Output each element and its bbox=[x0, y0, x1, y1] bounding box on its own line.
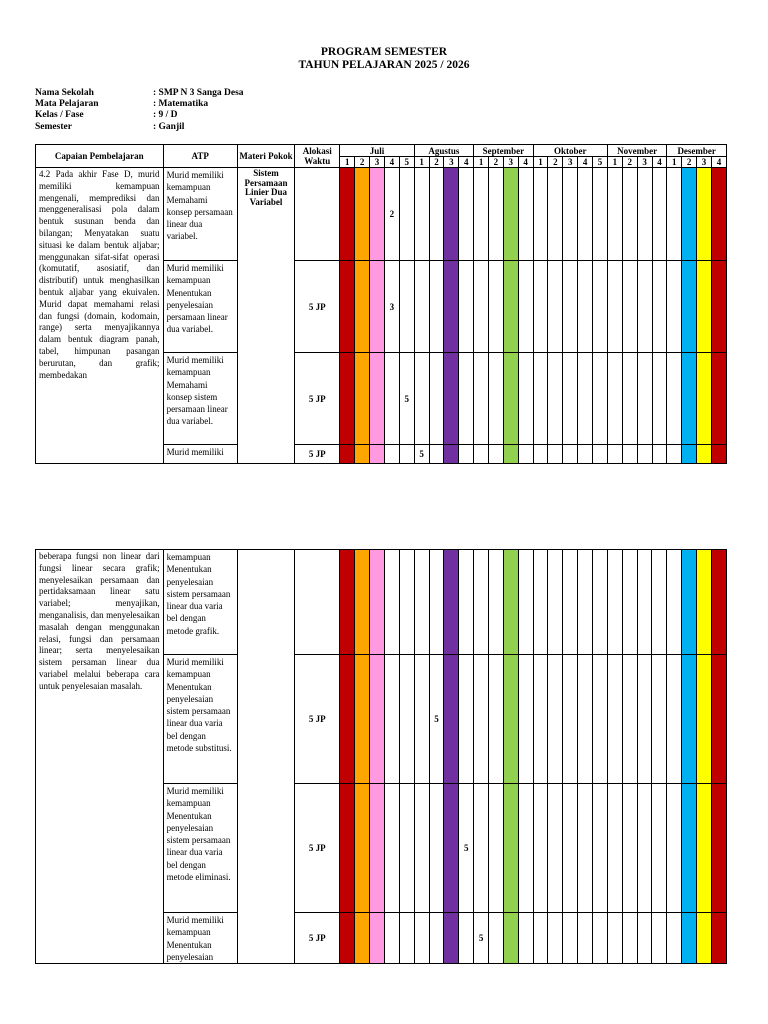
week-number-header: 4 bbox=[384, 157, 399, 168]
week-cell bbox=[414, 168, 429, 261]
week-cell bbox=[429, 655, 444, 784]
week-cell bbox=[459, 261, 474, 353]
week-cell bbox=[414, 261, 429, 353]
week-cell bbox=[414, 913, 429, 964]
capaian-pembelajaran-text: 4.2 Pada akhir Fase D, murid memiliki kemampuan mengenali, memprediksi dan menggeneralisasi pola dalam bentuk susunan benda dan bilangan; Menyatakan suatu situasi ke dalam bentuk aljabar; menggunakan sifat-sifat operasi (komutatif, asosiatif, dan distributif) untuk menghasilkan bentuk aljabar yang ekuivalen. Murid dapat memahami relasi dan fungsi (domain, kodomain, range) serta menyajikannya dalam bentuk diagram panah, tabel, himpunan pasangan berurutan, dan grafik; membedakan bbox=[36, 168, 164, 464]
week-cell bbox=[548, 261, 563, 353]
meeting-count: 3 bbox=[389, 301, 395, 312]
week-cell bbox=[474, 913, 489, 964]
week-cell bbox=[370, 550, 385, 655]
week-number-header: 2 bbox=[548, 157, 563, 168]
week-cell bbox=[355, 445, 370, 464]
week-cell bbox=[622, 168, 637, 261]
week-cell bbox=[429, 168, 444, 261]
header-atp: ATP bbox=[163, 145, 237, 168]
week-cell bbox=[459, 550, 474, 655]
info-value: : Ganjil bbox=[153, 122, 185, 132]
week-number-header: 2 bbox=[682, 157, 697, 168]
week-number-header: 3 bbox=[370, 157, 385, 168]
week-cell bbox=[518, 913, 533, 964]
atp-cell: Murid memiliki bbox=[163, 445, 237, 464]
week-cell bbox=[578, 550, 593, 655]
week-cell bbox=[489, 261, 504, 353]
week-cell bbox=[578, 655, 593, 784]
week-cell bbox=[384, 261, 399, 353]
week-cell bbox=[548, 445, 563, 464]
week-cell bbox=[518, 445, 533, 464]
week-cell bbox=[697, 168, 712, 261]
week-cell bbox=[622, 913, 637, 964]
week-cell bbox=[384, 353, 399, 445]
week-number-header: 2 bbox=[622, 157, 637, 168]
week-cell bbox=[503, 655, 518, 784]
week-cell bbox=[711, 784, 726, 913]
week-cell bbox=[607, 655, 622, 784]
week-number-header: 1 bbox=[607, 157, 622, 168]
atp-cell: Murid memiliki kemampuan Memahami konsep persamaan linear dua variabel. bbox=[163, 168, 237, 261]
header-cp: Capaian Pembelajaran bbox=[36, 145, 164, 168]
week-cell bbox=[503, 784, 518, 913]
week-cell bbox=[503, 913, 518, 964]
week-cell bbox=[637, 913, 652, 964]
week-cell bbox=[489, 168, 504, 261]
week-cell bbox=[697, 550, 712, 655]
week-cell bbox=[563, 655, 578, 784]
week-number-header: 4 bbox=[578, 157, 593, 168]
week-cell bbox=[399, 445, 414, 464]
week-cell bbox=[489, 913, 504, 964]
week-cell bbox=[399, 655, 414, 784]
week-cell bbox=[399, 168, 414, 261]
alokasi-waktu-cell bbox=[295, 550, 340, 655]
week-cell bbox=[578, 913, 593, 964]
week-number-header: 1 bbox=[414, 157, 429, 168]
week-cell bbox=[563, 445, 578, 464]
week-cell bbox=[503, 168, 518, 261]
week-cell bbox=[607, 784, 622, 913]
week-cell bbox=[340, 353, 355, 445]
week-cell bbox=[399, 353, 414, 445]
week-cell bbox=[355, 550, 370, 655]
week-cell bbox=[489, 784, 504, 913]
week-cell bbox=[355, 784, 370, 913]
week-cell bbox=[370, 168, 385, 261]
header-month-juli: Juli bbox=[340, 145, 414, 157]
schedule-row bbox=[36, 550, 727, 655]
week-number-header: 4 bbox=[459, 157, 474, 168]
week-cell bbox=[518, 261, 533, 353]
week-cell bbox=[384, 445, 399, 464]
week-cell bbox=[414, 445, 429, 464]
week-cell bbox=[399, 784, 414, 913]
week-cell bbox=[340, 784, 355, 913]
materi-pokok-cell: Sistem Persamaan Linier Dua Variabel bbox=[237, 168, 294, 464]
week-cell bbox=[637, 445, 652, 464]
week-cell bbox=[518, 784, 533, 913]
info-value: : 9 / D bbox=[153, 110, 178, 120]
week-number-header: 4 bbox=[711, 157, 726, 168]
week-cell bbox=[593, 168, 608, 261]
week-cell bbox=[711, 168, 726, 261]
week-cell bbox=[340, 550, 355, 655]
week-cell bbox=[474, 261, 489, 353]
week-cell bbox=[607, 445, 622, 464]
week-cell bbox=[607, 261, 622, 353]
week-cell bbox=[711, 655, 726, 784]
week-cell bbox=[593, 445, 608, 464]
info-value: : Matematika bbox=[153, 99, 209, 109]
week-cell bbox=[340, 261, 355, 353]
week-cell bbox=[682, 784, 697, 913]
week-cell bbox=[384, 550, 399, 655]
meeting-count: 5 bbox=[478, 933, 484, 944]
week-cell bbox=[548, 784, 563, 913]
week-cell bbox=[593, 353, 608, 445]
week-cell bbox=[370, 445, 385, 464]
week-cell bbox=[711, 353, 726, 445]
week-cell bbox=[637, 168, 652, 261]
week-cell bbox=[444, 353, 459, 445]
week-cell bbox=[711, 913, 726, 964]
week-cell bbox=[667, 261, 682, 353]
week-cell bbox=[414, 655, 429, 784]
week-cell bbox=[622, 261, 637, 353]
week-cell bbox=[429, 550, 444, 655]
week-number-header: 4 bbox=[518, 157, 533, 168]
header-materi: Materi Pokok bbox=[237, 145, 294, 168]
week-cell bbox=[637, 550, 652, 655]
week-number-header: 1 bbox=[533, 157, 548, 168]
week-cell bbox=[593, 913, 608, 964]
week-cell bbox=[682, 261, 697, 353]
week-cell bbox=[578, 784, 593, 913]
week-cell bbox=[682, 168, 697, 261]
info-label: Kelas / Fase bbox=[35, 110, 84, 120]
week-cell bbox=[607, 550, 622, 655]
week-cell bbox=[399, 550, 414, 655]
info-label: Semester bbox=[35, 122, 72, 132]
week-cell bbox=[533, 168, 548, 261]
info-label: Mata Pelajaran bbox=[35, 99, 99, 109]
week-cell bbox=[607, 353, 622, 445]
week-cell bbox=[593, 550, 608, 655]
week-cell bbox=[459, 913, 474, 964]
week-number-header: 3 bbox=[697, 157, 712, 168]
meeting-count: 2 bbox=[389, 209, 395, 219]
week-cell bbox=[697, 353, 712, 445]
week-cell bbox=[697, 784, 712, 913]
week-cell bbox=[474, 655, 489, 784]
header-month-agustus: Agustus bbox=[414, 145, 473, 157]
week-cell bbox=[340, 445, 355, 464]
week-cell bbox=[355, 168, 370, 261]
week-cell bbox=[489, 445, 504, 464]
week-cell bbox=[667, 550, 682, 655]
week-cell bbox=[474, 353, 489, 445]
week-cell bbox=[533, 261, 548, 353]
week-number-header: 2 bbox=[355, 157, 370, 168]
week-cell bbox=[444, 655, 459, 784]
week-cell bbox=[370, 655, 385, 784]
week-cell bbox=[414, 550, 429, 655]
week-cell bbox=[340, 913, 355, 964]
alokasi-waktu-cell: 5 JP bbox=[295, 261, 340, 353]
week-cell bbox=[355, 655, 370, 784]
week-cell bbox=[578, 353, 593, 445]
header-alokasi: Alokasi Waktu bbox=[295, 145, 340, 168]
header-month-november: November bbox=[607, 145, 666, 157]
week-number-header: 1 bbox=[340, 157, 355, 168]
atp-cell: Murid memiliki kemampuan Menentukan penyelesaian bbox=[163, 913, 237, 964]
week-cell bbox=[682, 353, 697, 445]
week-number-header: 2 bbox=[429, 157, 444, 168]
header-month-desember: Desember bbox=[667, 145, 727, 157]
week-cell bbox=[459, 353, 474, 445]
week-cell bbox=[622, 655, 637, 784]
week-cell bbox=[652, 353, 667, 445]
week-cell bbox=[459, 445, 474, 464]
week-cell bbox=[652, 550, 667, 655]
week-cell bbox=[593, 261, 608, 353]
meeting-count: 5 bbox=[404, 393, 409, 404]
week-cell bbox=[429, 445, 444, 464]
week-cell bbox=[459, 784, 474, 913]
week-cell bbox=[399, 261, 414, 353]
week-cell bbox=[503, 550, 518, 655]
alokasi-waktu-cell bbox=[295, 168, 340, 261]
week-cell bbox=[548, 550, 563, 655]
week-cell bbox=[563, 261, 578, 353]
meeting-count: 5 bbox=[419, 449, 424, 459]
week-cell bbox=[459, 655, 474, 784]
week-cell bbox=[340, 168, 355, 261]
week-cell bbox=[474, 445, 489, 464]
week-number-header: 4 bbox=[652, 157, 667, 168]
week-cell bbox=[622, 445, 637, 464]
alokasi-waktu-cell: 5 JP bbox=[295, 445, 340, 464]
week-cell bbox=[711, 445, 726, 464]
week-cell bbox=[518, 655, 533, 784]
week-cell bbox=[667, 353, 682, 445]
week-cell bbox=[652, 261, 667, 353]
week-cell bbox=[578, 168, 593, 261]
page-title: PROGRAM SEMESTER bbox=[320, 46, 448, 58]
week-cell bbox=[637, 784, 652, 913]
week-cell bbox=[474, 550, 489, 655]
week-cell bbox=[474, 168, 489, 261]
week-cell bbox=[429, 261, 444, 353]
week-cell bbox=[414, 784, 429, 913]
week-cell bbox=[563, 550, 578, 655]
atp-cell: kemampuan Menentukan penyelesaian sistem persamaan linear dua varia bel dengan metode grafik. bbox=[163, 550, 237, 655]
week-cell bbox=[622, 550, 637, 655]
week-cell bbox=[533, 655, 548, 784]
meeting-count: 5 bbox=[434, 714, 439, 724]
week-cell bbox=[444, 168, 459, 261]
week-cell bbox=[637, 353, 652, 445]
header-month-oktober: Oktober bbox=[533, 145, 607, 157]
alokasi-waktu-cell: 5 JP bbox=[295, 913, 340, 964]
week-number-header: 2 bbox=[489, 157, 504, 168]
week-cell bbox=[711, 261, 726, 353]
week-cell bbox=[652, 784, 667, 913]
week-number-header: 3 bbox=[637, 157, 652, 168]
week-cell bbox=[533, 445, 548, 464]
week-number-header: 1 bbox=[474, 157, 489, 168]
week-cell bbox=[548, 655, 563, 784]
week-cell bbox=[682, 655, 697, 784]
week-cell bbox=[682, 913, 697, 964]
week-number-header: 3 bbox=[444, 157, 459, 168]
week-cell bbox=[607, 168, 622, 261]
week-cell bbox=[533, 550, 548, 655]
page-subtitle: TAHUN PELAJARAN 2025 / 2026 bbox=[298, 59, 470, 71]
week-cell bbox=[697, 445, 712, 464]
week-cell bbox=[444, 445, 459, 464]
info-label: Nama Sekolah bbox=[35, 88, 94, 98]
week-cell bbox=[355, 353, 370, 445]
week-cell bbox=[548, 353, 563, 445]
capaian-pembelajaran-text: beberapa fungsi non linear dari fungsi linear secara grafik; menyelesaikan persamaan dan pertidaksamaan linear satu variabel; menyajikan, menganalisis, dan menyelesaikan masalah dengan menggunakan relasi, fungsi dan persamaan linear; serta menyelesaikan sistem persaman linear dua variabel melalui beberapa cara untuk penyelesaian masalah. bbox=[36, 550, 164, 964]
week-cell bbox=[637, 261, 652, 353]
week-cell bbox=[652, 913, 667, 964]
week-cell bbox=[652, 655, 667, 784]
materi-pokok-cell bbox=[237, 550, 294, 964]
week-cell bbox=[340, 655, 355, 784]
schedule-row bbox=[36, 168, 727, 261]
week-number-header: 5 bbox=[593, 157, 608, 168]
week-cell bbox=[355, 261, 370, 353]
week-cell bbox=[578, 445, 593, 464]
week-cell bbox=[399, 913, 414, 964]
week-cell bbox=[429, 353, 444, 445]
schedule-table-page-1 bbox=[35, 144, 727, 464]
week-cell bbox=[518, 353, 533, 445]
week-cell bbox=[593, 655, 608, 784]
week-cell bbox=[459, 168, 474, 261]
week-cell bbox=[667, 655, 682, 784]
week-cell bbox=[637, 655, 652, 784]
atp-cell: Murid memiliki kemampuan Menentukan penyelesaian sistem persamaan linear dua varia bel dengan metode eliminasi. bbox=[163, 784, 237, 913]
week-cell bbox=[444, 784, 459, 913]
week-cell bbox=[607, 913, 622, 964]
week-cell bbox=[414, 353, 429, 445]
week-cell bbox=[355, 913, 370, 964]
week-cell bbox=[370, 784, 385, 913]
week-cell bbox=[370, 913, 385, 964]
week-cell bbox=[548, 913, 563, 964]
week-cell bbox=[533, 913, 548, 964]
week-cell bbox=[667, 784, 682, 913]
week-cell bbox=[503, 353, 518, 445]
week-cell bbox=[444, 550, 459, 655]
atp-cell: Murid memiliki kemampuan Memahami konsep sistem persamaan linear dua variabel. bbox=[163, 353, 237, 445]
week-cell bbox=[697, 655, 712, 784]
week-cell bbox=[622, 353, 637, 445]
week-cell bbox=[533, 784, 548, 913]
schedule-table-page-2 bbox=[35, 549, 727, 964]
week-cell bbox=[489, 655, 504, 784]
week-cell bbox=[667, 168, 682, 261]
week-number-header: 3 bbox=[563, 157, 578, 168]
atp-cell: Murid memiliki kemampuan Menentukan penyelesaian sistem persamaan linear dua varia bel dengan metode substitusi. bbox=[163, 655, 237, 784]
week-cell bbox=[384, 168, 399, 261]
week-cell bbox=[667, 913, 682, 964]
week-cell bbox=[563, 913, 578, 964]
week-cell bbox=[384, 655, 399, 784]
week-cell bbox=[370, 353, 385, 445]
week-cell bbox=[384, 913, 399, 964]
alokasi-waktu-cell: 5 JP bbox=[295, 353, 340, 445]
week-cell bbox=[563, 353, 578, 445]
week-cell bbox=[682, 445, 697, 464]
week-cell bbox=[652, 445, 667, 464]
week-cell bbox=[711, 550, 726, 655]
week-cell bbox=[682, 550, 697, 655]
week-cell bbox=[489, 353, 504, 445]
week-cell bbox=[444, 261, 459, 353]
week-cell bbox=[503, 445, 518, 464]
info-value: : SMP N 3 Sanga Desa bbox=[153, 88, 244, 98]
week-number-header: 3 bbox=[503, 157, 518, 168]
week-number-header: 5 bbox=[399, 157, 414, 168]
week-cell bbox=[429, 784, 444, 913]
week-cell bbox=[622, 784, 637, 913]
week-cell bbox=[563, 168, 578, 261]
week-cell bbox=[518, 168, 533, 261]
week-cell bbox=[474, 784, 489, 913]
alokasi-waktu-cell: 5 JP bbox=[295, 784, 340, 913]
week-cell bbox=[593, 784, 608, 913]
alokasi-waktu-cell: 5 JP bbox=[295, 655, 340, 784]
week-cell bbox=[533, 353, 548, 445]
week-cell bbox=[563, 784, 578, 913]
week-cell bbox=[652, 168, 667, 261]
week-cell bbox=[548, 168, 563, 261]
week-cell bbox=[503, 261, 518, 353]
meeting-count: 5 bbox=[463, 843, 469, 853]
week-cell bbox=[697, 913, 712, 964]
week-cell bbox=[384, 784, 399, 913]
header-month-september: September bbox=[474, 145, 533, 157]
week-cell bbox=[370, 261, 385, 353]
week-cell bbox=[578, 261, 593, 353]
week-cell bbox=[667, 445, 682, 464]
atp-cell: Murid memiliki kemampuan Menentukan penyelesaian persamaan linear dua variabel. bbox=[163, 261, 237, 353]
week-cell bbox=[518, 550, 533, 655]
week-cell bbox=[697, 261, 712, 353]
week-number-header: 1 bbox=[667, 157, 682, 168]
week-cell bbox=[444, 913, 459, 964]
week-cell bbox=[489, 550, 504, 655]
week-cell bbox=[429, 913, 444, 964]
